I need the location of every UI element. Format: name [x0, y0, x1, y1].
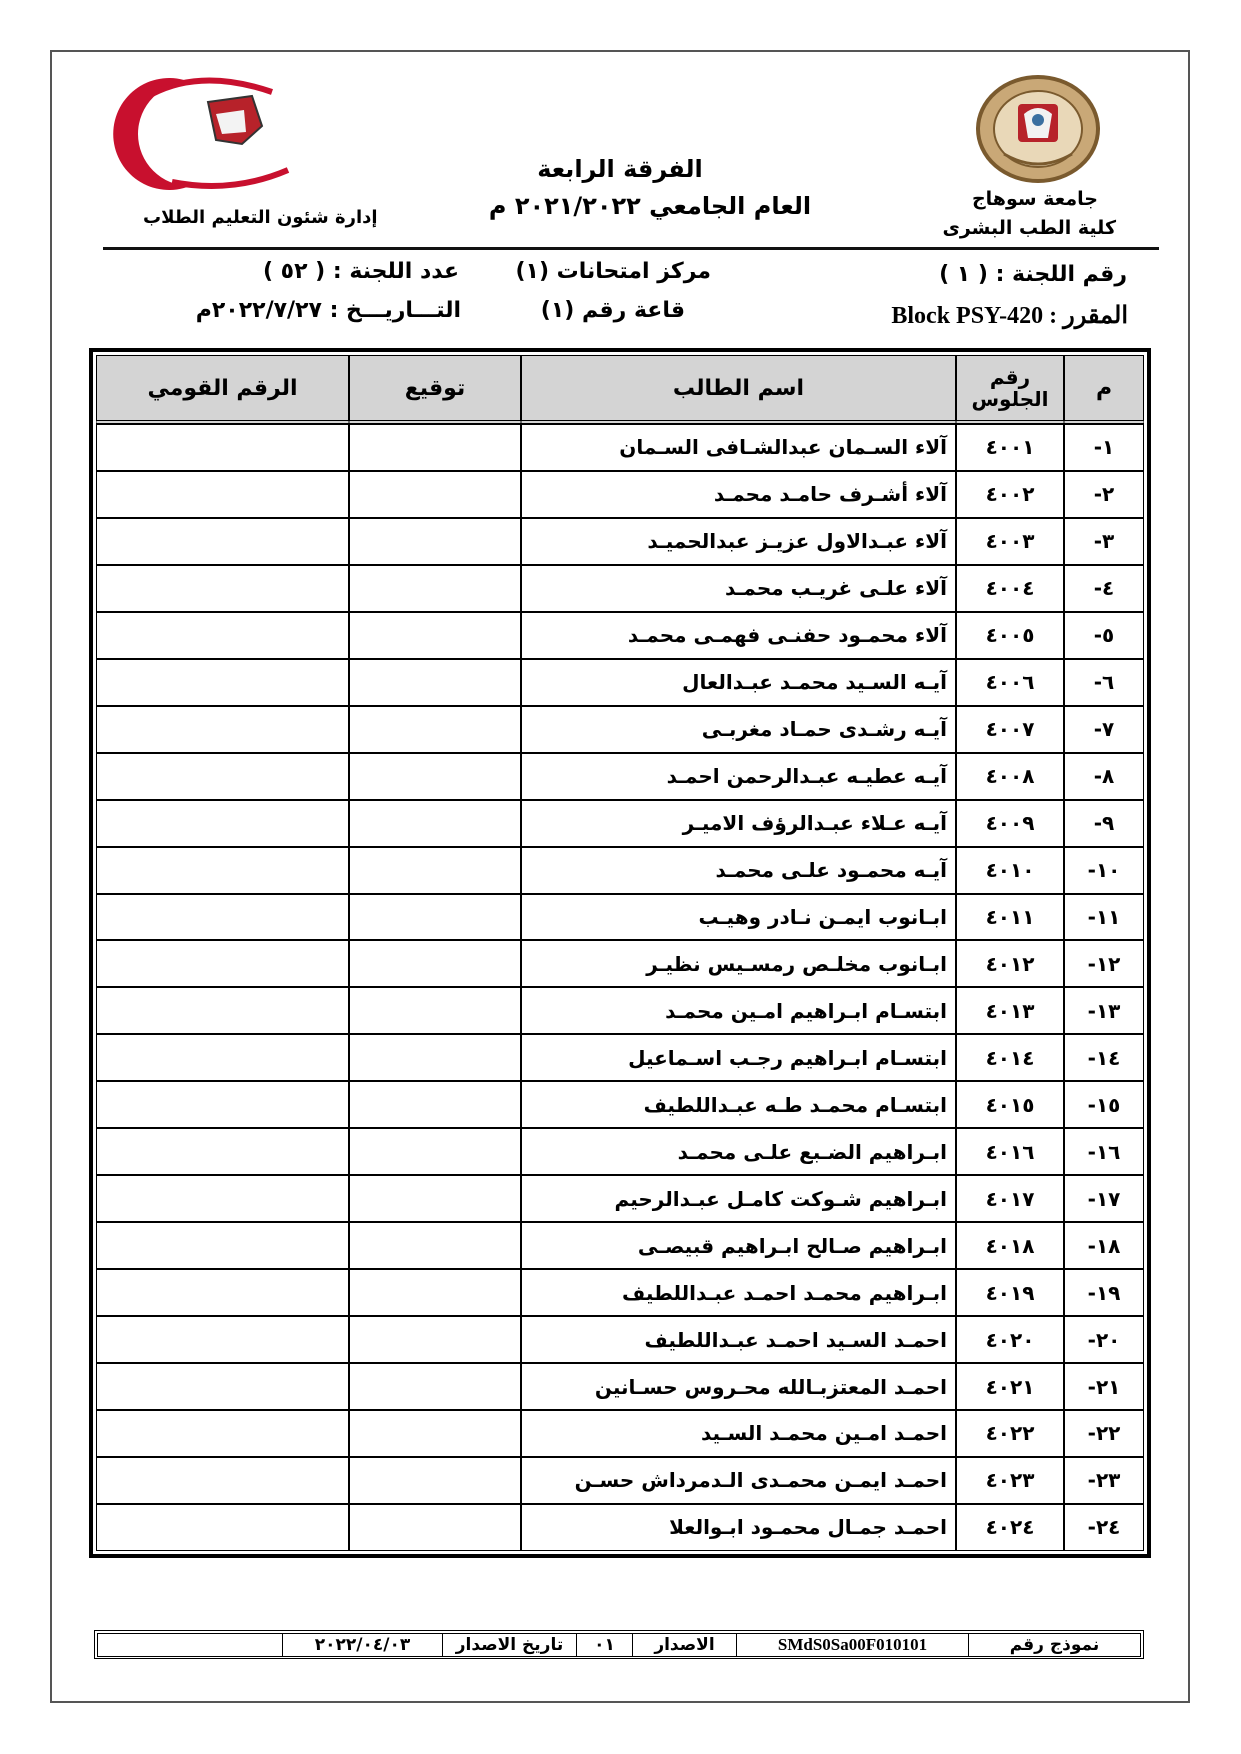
national-id-cell[interactable]	[96, 612, 349, 659]
row-number: ٧-	[1064, 706, 1144, 753]
signature-cell[interactable]	[349, 1222, 521, 1269]
signature-cell[interactable]	[349, 847, 521, 894]
student-name: ابـانوب مخلـص رمسـيس نظيـر	[521, 940, 956, 987]
national-id-cell[interactable]	[96, 1269, 349, 1316]
student-name: احمـد المعتزبـالله محـروس حسـانين	[521, 1363, 956, 1410]
signature-cell[interactable]	[349, 1034, 521, 1081]
table-row	[96, 1457, 1144, 1504]
faculty-name: كلية الطب البشرى	[942, 217, 1116, 239]
signature-cell[interactable]	[349, 1457, 521, 1504]
form-footer-row	[98, 1634, 1141, 1657]
national-id-cell[interactable]	[96, 706, 349, 753]
table-row	[96, 565, 1144, 612]
table-row	[96, 1034, 1144, 1081]
student-name: احمـد السـيد احمـد عبـداللطيف	[521, 1316, 956, 1363]
col-header-signature: توقيع	[349, 355, 521, 424]
row-number: ٩-	[1064, 800, 1144, 847]
row-number: ٢٠-	[1064, 1316, 1144, 1363]
national-id-cell[interactable]	[96, 424, 349, 471]
row-number: ٢-	[1064, 471, 1144, 518]
row-number: ٦-	[1064, 659, 1144, 706]
student-name: ابـراهيم محمـد احمـد عبـداللطيف	[521, 1269, 956, 1316]
row-number: ١٧-	[1064, 1175, 1144, 1222]
form-footer-grid	[97, 1633, 1141, 1657]
seat-number: ٤٠٢٤	[956, 1504, 1064, 1551]
table-header-row	[96, 355, 1144, 424]
signature-cell[interactable]	[349, 471, 521, 518]
national-id-cell[interactable]	[96, 894, 349, 941]
seat-number: ٤٠٠٦	[956, 659, 1064, 706]
national-id-cell[interactable]	[96, 518, 349, 565]
signature-cell[interactable]	[349, 1363, 521, 1410]
signature-cell[interactable]	[349, 1269, 521, 1316]
seat-number: ٤٠١٨	[956, 1222, 1064, 1269]
row-number: ٢١-	[1064, 1363, 1144, 1410]
row-number: ١٣-	[1064, 987, 1144, 1034]
student-name: ابـانوب ايمـن نـادر وهيـب	[521, 894, 956, 941]
table-row	[96, 1222, 1144, 1269]
hall: قاعة رقم (١)	[540, 298, 685, 323]
national-id-cell[interactable]	[96, 940, 349, 987]
student-name: آيـه رشـدى حمـاد مغربـى	[521, 706, 956, 753]
row-number: ٣-	[1064, 518, 1144, 565]
student-name: آلاء محمـود حفنـى فهمـى محمـد	[521, 612, 956, 659]
signature-cell[interactable]	[349, 424, 521, 471]
roster-body	[96, 424, 1144, 1551]
signature-cell[interactable]	[349, 1175, 521, 1222]
national-id-cell[interactable]	[96, 1316, 349, 1363]
student-name: احمـد جمـال محمـود ابـوالعلا	[521, 1504, 956, 1551]
row-number: ٢٤-	[1064, 1504, 1144, 1551]
row-number: ١١-	[1064, 894, 1144, 941]
edition-value: ٠١	[577, 1634, 633, 1657]
seat-number: ٤٠١٩	[956, 1269, 1064, 1316]
exam-date: التـــاريـــخ : ٢٠٢٢/٧/٢٧م	[195, 298, 461, 323]
row-number: ١-	[1064, 424, 1144, 471]
form-label: نموذج رقم	[969, 1634, 1141, 1657]
national-id-cell[interactable]	[96, 1504, 349, 1551]
seat-number: ٤٠١٥	[956, 1081, 1064, 1128]
row-number: ١٠-	[1064, 847, 1144, 894]
signature-cell[interactable]	[349, 894, 521, 941]
seat-number: ٤٠٠٤	[956, 565, 1064, 612]
row-number: ١٨-	[1064, 1222, 1144, 1269]
row-number: ٤-	[1064, 565, 1144, 612]
issue-date-label: تاريخ الاصدار	[443, 1634, 577, 1657]
seat-number: ٤٠١٦	[956, 1128, 1064, 1175]
row-number: ٢٣-	[1064, 1457, 1144, 1504]
seat-number: ٤٠١٢	[956, 940, 1064, 987]
table-row	[96, 1410, 1144, 1457]
table-row	[96, 1128, 1144, 1175]
seat-number: ٤٠٠٢	[956, 471, 1064, 518]
seat-number: ٤٠١٧	[956, 1175, 1064, 1222]
table-row	[96, 940, 1144, 987]
table-row	[96, 847, 1144, 894]
row-number: ١٤-	[1064, 1034, 1144, 1081]
footer-blank-cell	[98, 1634, 283, 1657]
seat-number: ٤٠٢٠	[956, 1316, 1064, 1363]
course	[891, 301, 1128, 330]
signature-cell[interactable]	[349, 1410, 521, 1457]
student-name: ابتسـام ابـراهيم امـين محمـد	[521, 987, 956, 1034]
seat-number: ٤٠١٠	[956, 847, 1064, 894]
signature-cell[interactable]	[349, 753, 521, 800]
row-number: ١٥-	[1064, 1081, 1144, 1128]
row-number: ٨-	[1064, 753, 1144, 800]
exam-center: مركز امتحانات (١)	[515, 259, 711, 284]
academic-year: العام الجامعي ٢٠٢١/٢٠٢٢ م	[488, 192, 812, 220]
university-name: جامعة سوهاج	[971, 188, 1098, 210]
table-row	[96, 518, 1144, 565]
signature-cell[interactable]	[349, 1128, 521, 1175]
signature-cell[interactable]	[349, 1316, 521, 1363]
student-name: احمـد امـين محمـد السـيد	[521, 1410, 956, 1457]
row-number: ١٩-	[1064, 1269, 1144, 1316]
national-id-cell[interactable]	[96, 1034, 349, 1081]
table-row	[96, 1081, 1144, 1128]
table-row	[96, 753, 1144, 800]
seat-number: ٤٠١١	[956, 894, 1064, 941]
table-row	[96, 1504, 1144, 1551]
row-number: ٥-	[1064, 612, 1144, 659]
signature-cell[interactable]	[349, 1081, 521, 1128]
national-id-cell[interactable]	[96, 1363, 349, 1410]
committee-number: رقم اللجنة : ( ١ )	[939, 262, 1127, 287]
col-header-no: م	[1064, 355, 1144, 424]
seat-number: ٤٠٠١	[956, 424, 1064, 471]
table-row	[96, 894, 1144, 941]
col-header-national-id: الرقم القومي	[96, 355, 349, 424]
national-id-cell[interactable]	[96, 1222, 349, 1269]
roster-table	[89, 348, 1151, 1558]
signature-cell[interactable]	[349, 565, 521, 612]
student-name: آلاء عبـدالاول عزيـز عبدالحميـد	[521, 518, 956, 565]
table-row	[96, 612, 1144, 659]
signature-cell[interactable]	[349, 659, 521, 706]
signature-cell[interactable]	[349, 800, 521, 847]
national-id-cell[interactable]	[96, 1128, 349, 1175]
committee-count: عدد اللجنة : ( ٥٢ )	[262, 259, 459, 284]
row-number: ١٢-	[1064, 940, 1144, 987]
signature-cell[interactable]	[349, 612, 521, 659]
year-level: الفرقة الرابعة	[537, 155, 703, 183]
faculty-logo	[112, 74, 312, 194]
col-header-seat: رقم الجلوس	[956, 355, 1064, 424]
form-footer	[94, 1630, 1144, 1659]
signature-cell[interactable]	[349, 706, 521, 753]
student-name: ابـراهيم صـالح ابـراهيم قبيصـى	[521, 1222, 956, 1269]
course-value: المقرر : Block PSY-420	[891, 303, 1128, 329]
seat-number: ٤٠٢١	[956, 1363, 1064, 1410]
student-name: آيـه محمـود علـى محمـد	[521, 847, 956, 894]
student-name: آلاء السـمان عبدالشـافى السـمان	[521, 424, 956, 471]
table-row	[96, 987, 1144, 1034]
form-code: SMdS0Sa00F010101	[737, 1634, 969, 1657]
seat-number: ٤٠٢٢	[956, 1410, 1064, 1457]
signature-cell[interactable]	[349, 1504, 521, 1551]
national-id-cell[interactable]	[96, 1410, 349, 1457]
seat-number: ٤٠١٤	[956, 1034, 1064, 1081]
admin-office: إدارة شئون التعليم الطلاب	[143, 207, 378, 228]
national-id-cell[interactable]	[96, 847, 349, 894]
signature-cell[interactable]	[349, 518, 521, 565]
student-name: آيـه السـيد محمـد عبـدالعال	[521, 659, 956, 706]
national-id-cell[interactable]	[96, 987, 349, 1034]
student-name: ابتسـام ابـراهيم رجـب اسـماعيل	[521, 1034, 956, 1081]
seat-number: ٤٠٠٧	[956, 706, 1064, 753]
table-row	[96, 1316, 1144, 1363]
table-row	[96, 424, 1144, 471]
table-row	[96, 706, 1144, 753]
table-row	[96, 1175, 1144, 1222]
student-name: ابـراهيم شـوكت كامـل عبـدالرحيم	[521, 1175, 956, 1222]
university-seal-logo	[974, 74, 1102, 184]
national-id-cell[interactable]	[96, 659, 349, 706]
table-row	[96, 659, 1144, 706]
table-row	[96, 471, 1144, 518]
seat-number: ٤٠٠٥	[956, 612, 1064, 659]
table-row	[96, 800, 1144, 847]
student-name: آيـه عـلاء عبـدالرؤف الاميـر	[521, 800, 956, 847]
col-header-name: اسم الطالب	[521, 355, 956, 424]
header-divider	[103, 247, 1159, 250]
seat-number: ٤٠٠٩	[956, 800, 1064, 847]
seat-number: ٤٠٠٣	[956, 518, 1064, 565]
signature-cell[interactable]	[349, 987, 521, 1034]
student-name: ابتسـام محمـد طـه عبـداللطيف	[521, 1081, 956, 1128]
national-id-cell[interactable]	[96, 1175, 349, 1222]
student-name: ابـراهيم الضـبع علـى محمـد	[521, 1128, 956, 1175]
row-number: ١٦-	[1064, 1128, 1144, 1175]
student-name: آيـه عطيـه عبـدالرحمن احمـد	[521, 753, 956, 800]
edition-label: الاصدار	[633, 1634, 737, 1657]
national-id-cell[interactable]	[96, 800, 349, 847]
national-id-cell[interactable]	[96, 1081, 349, 1128]
seat-number: ٤٠٢٣	[956, 1457, 1064, 1504]
national-id-cell[interactable]	[96, 1457, 349, 1504]
roster-grid	[96, 355, 1144, 1551]
seat-number: ٤٠١٣	[956, 987, 1064, 1034]
national-id-cell[interactable]	[96, 471, 349, 518]
seat-number: ٤٠٠٨	[956, 753, 1064, 800]
table-row	[96, 1363, 1144, 1410]
student-name: آلاء علـى غريـب محمـد	[521, 565, 956, 612]
signature-cell[interactable]	[349, 940, 521, 987]
issue-date-value: ٢٠٢٢/٠٤/٠٣	[283, 1634, 443, 1657]
student-name: آلاء أشـرف حامـد محمـد	[521, 471, 956, 518]
national-id-cell[interactable]	[96, 565, 349, 612]
table-row	[96, 1269, 1144, 1316]
national-id-cell[interactable]	[96, 753, 349, 800]
row-number: ٢٢-	[1064, 1410, 1144, 1457]
student-name: احمـد ايمـن محمـدى الـدمرداش حسـن	[521, 1457, 956, 1504]
